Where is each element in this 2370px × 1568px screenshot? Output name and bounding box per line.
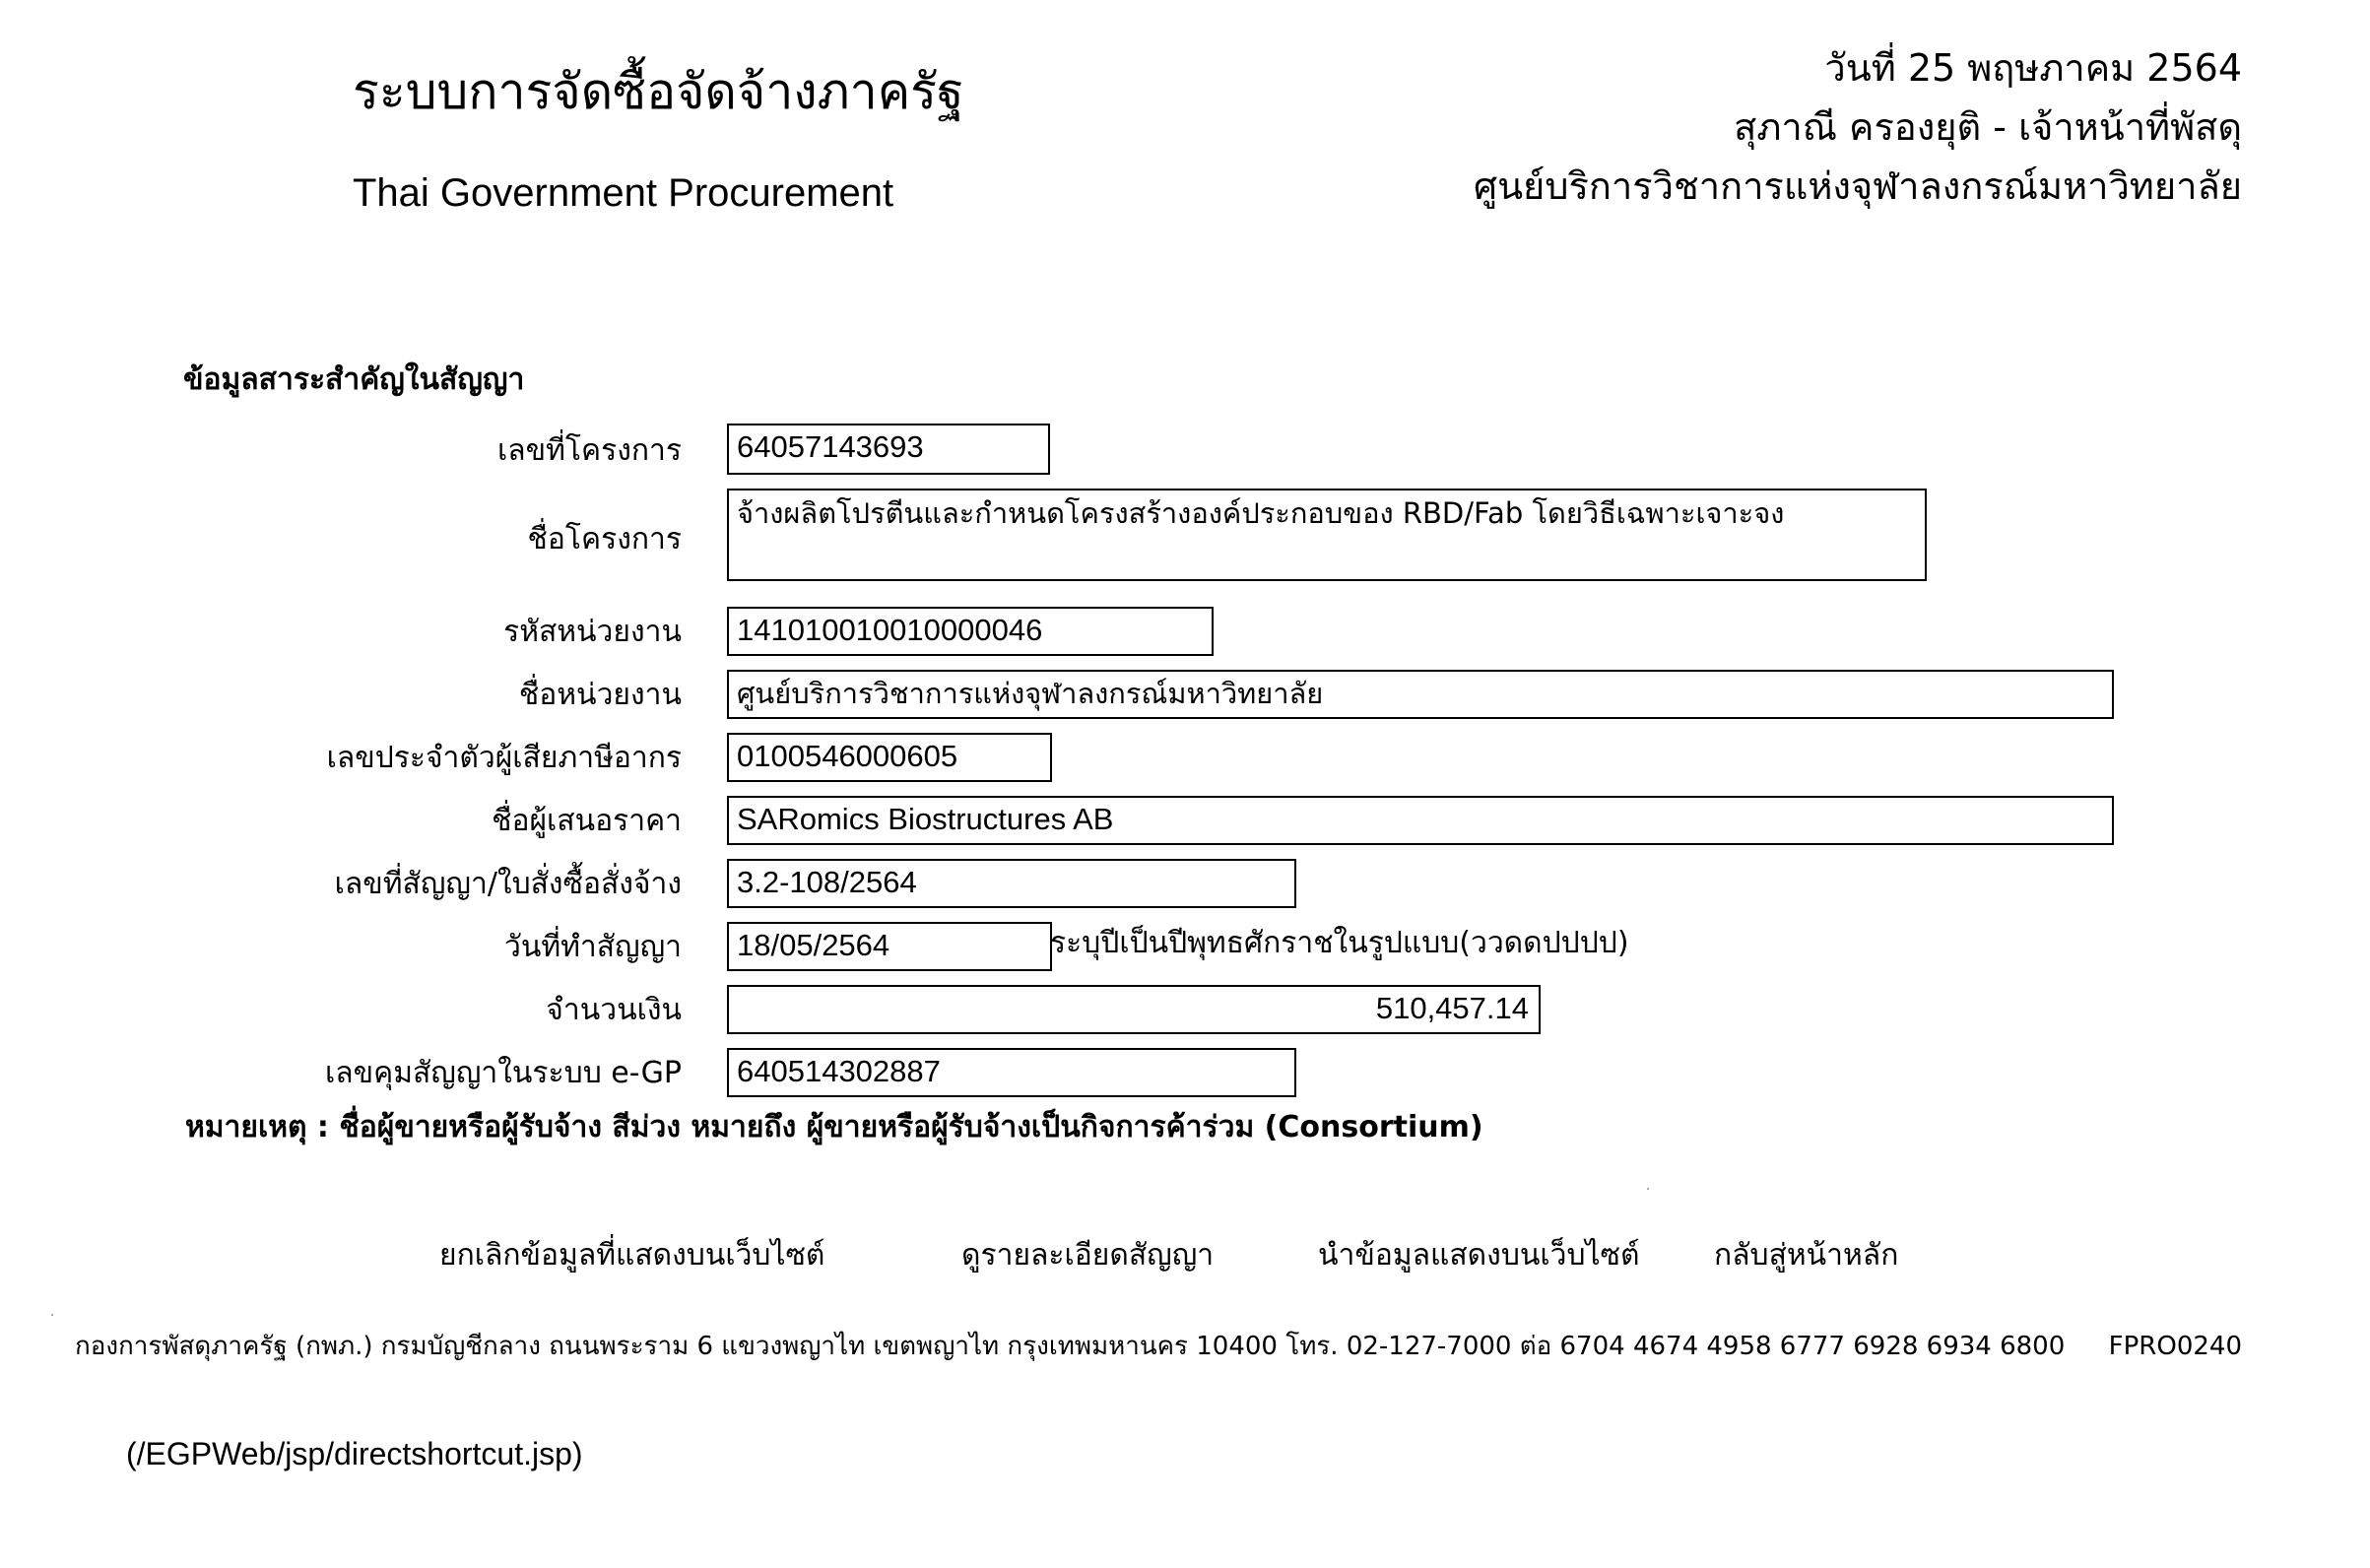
note-prefix: หมายเหตุ : ชื่อผู้ขายหรือผู้รับจ้าง xyxy=(185,1110,613,1144)
shortcut-url-text: (/EGPWeb/jsp/directshortcut.jsp) xyxy=(126,1436,583,1471)
project-no-field[interactable]: 64057143693 xyxy=(727,424,1050,475)
contract-no-label: เลขที่สัญญา/ใบสั่งซื้อสั่งจ้าง xyxy=(334,867,682,901)
note-highlight: สีม่วง xyxy=(612,1110,682,1144)
amount-field[interactable]: 510,457.14 xyxy=(727,985,1541,1034)
system-subtitle: Thai Government Procurement xyxy=(353,171,894,215)
agency-name-field[interactable]: ศูนย์บริการวิชาการแห่งจุฬาลงกรณ์มหาวิทยาลัย xyxy=(727,670,2114,719)
footer-address: กองการพัสดุภาครัฐ (กพภ.) กรมบัญชีกลาง ถนนพระราม 6 แขวงพญาไท เขตพญาไท กรุงเทพมหานคร 10400 โทร. 02-127-7000 ต่อ 6704 4674 4958 6777 6928 6934 6800 xyxy=(75,1332,2066,1361)
contract-date-label: วันที่ทำสัญญา xyxy=(503,930,682,964)
egp-control-no-field[interactable]: 640514302887 xyxy=(727,1048,1296,1097)
project-name-label: ชื่อโครงการ xyxy=(527,522,682,556)
system-title: ระบบการจัดซื้อจัดจ้างภาครัฐ xyxy=(353,63,964,120)
header-date: วันที่ 25 พฤษภาคม 2564 xyxy=(1824,46,2242,90)
project-no-label: เลขที่โครงการ xyxy=(497,433,682,468)
tax-id-field[interactable]: 0100546000605 xyxy=(727,733,1052,782)
cancel-display-link[interactable]: ยกเลิกข้อมูลที่แสดงบนเว็บไซต์ xyxy=(439,1238,825,1273)
bidder-name-field[interactable]: SARomics Biostructures AB xyxy=(727,796,2114,845)
view-contract-detail-link[interactable]: ดูรายละเอียดสัญญา xyxy=(961,1238,1215,1273)
amount-label: จำนวนเงิน xyxy=(546,993,682,1027)
page-code: FPRO0240 xyxy=(2108,1332,2242,1361)
note-suffix: หมายถึง ผู้ขายหรือผู้รับจ้างเป็นกิจการค้าร่วม (Consortium) xyxy=(681,1110,1483,1144)
back-home-link[interactable]: กลับสู่หน้าหลัก xyxy=(1714,1238,1899,1273)
scan-speck xyxy=(1647,1188,1649,1190)
agency-name-label: ชื่อหน่วยงาน xyxy=(518,678,682,712)
publish-to-website-link[interactable]: นำข้อมูลแสดงบนเว็บไซต์ xyxy=(1318,1238,1640,1273)
contract-date-field[interactable]: 18/05/2564 xyxy=(727,922,1052,971)
header-user: สุภาณี ครองยุติ - เจ้าหน้าที่พัสดุ xyxy=(1734,105,2242,149)
project-name-field[interactable]: จ้างผลิตโปรตีนและกำหนดโครงสร้างองค์ประกอบของ RBD/Fab โดยวิธีเฉพาะเจาะจง xyxy=(727,489,1927,581)
scan-speck xyxy=(51,1314,53,1316)
bidder-name-label: ชื่อผู้เสนอราคา xyxy=(492,804,682,838)
contract-no-field[interactable]: 3.2-108/2564 xyxy=(727,859,1296,908)
section-title: ข้อมูลสาระสำคัญในสัญญา xyxy=(183,362,525,397)
egp-control-no-label: เลขคุมสัญญาในระบบ e-GP xyxy=(325,1056,682,1090)
tax-id-label: เลขประจำตัวผู้เสียภาษีอากร xyxy=(326,741,682,775)
consortium-note xyxy=(185,1107,1483,1148)
header-organization: ศูนย์บริการวิชาการแห่งจุฬาลงกรณ์มหาวิทยาลัย xyxy=(1473,164,2242,208)
contract-date-hint: ระบุปีเป็นปีพุทธศักราชในรูปแบบ(ววดดปปปป) xyxy=(1050,926,1629,960)
agency-code-label: รหัสหน่วยงาน xyxy=(503,615,682,649)
agency-code-field[interactable]: 141010010010000046 xyxy=(727,607,1214,656)
